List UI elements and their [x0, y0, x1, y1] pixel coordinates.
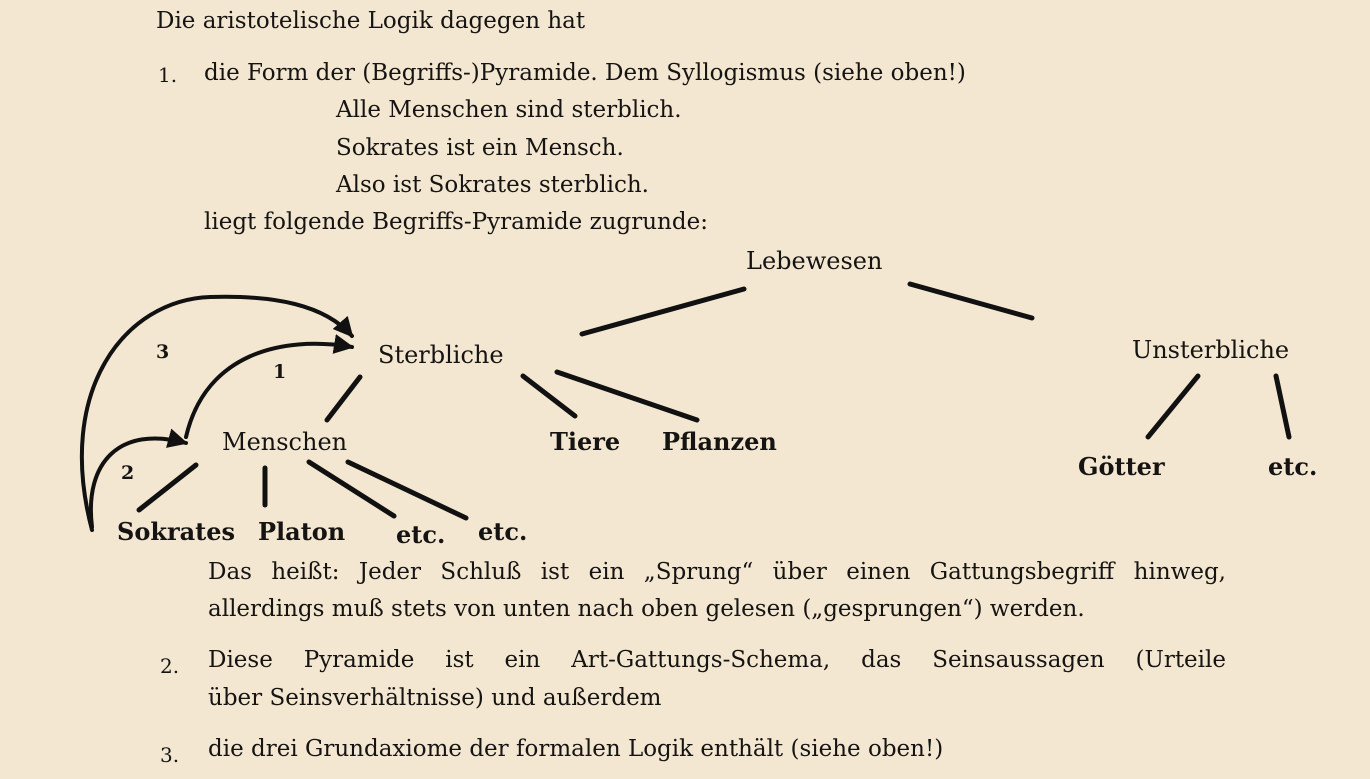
- edge-lebewesen-sterbliche: [582, 289, 744, 334]
- item-2-line-2: über Seinsverhältnisse) und außerdem: [208, 685, 662, 711]
- node-pflanzen: Pflanzen: [662, 427, 777, 456]
- node-etc-menschen-1: etc.: [396, 520, 446, 549]
- item-2-line-1: Diese Pyramide ist ein Art-Gattungs-Schema, das Seinsaussagen (Urteile: [208, 647, 1226, 673]
- node-sterbliche: Sterbliche: [378, 341, 504, 369]
- node-tiere: Tiere: [550, 427, 621, 456]
- node-lebewesen: Lebewesen: [746, 247, 883, 275]
- syllogism-line-2: Sokrates ist ein Mensch.: [336, 135, 624, 161]
- edge-lebewesen-unsterbliche: [910, 284, 1032, 318]
- edge-unsterbliche-goetter: [1148, 376, 1198, 437]
- node-unsterbliche: Unsterbliche: [1132, 336, 1290, 364]
- explanation-line-2: allerdings muß stets von unten nach oben gelesen („gesprungen“) werden.: [208, 596, 1085, 622]
- syllogism-line-1: Alle Menschen sind sterblich.: [336, 97, 682, 123]
- node-etc-unsterbliche: etc.: [1268, 452, 1318, 481]
- node-sokrates: Sokrates: [117, 517, 236, 546]
- edge-menschen-etc-2: [348, 462, 466, 518]
- edge-sterbliche-menschen: [327, 377, 360, 420]
- node-menschen: Menschen: [222, 428, 348, 456]
- item-2-number: 2.: [160, 654, 180, 678]
- edge-sterbliche-tiere: [523, 376, 575, 416]
- arrow-3: [82, 297, 352, 530]
- edge-sterbliche-pflanzen: [557, 372, 697, 420]
- node-platon: Platon: [258, 517, 346, 546]
- item-3-text: die drei Grundaxiome der formalen Logik enthält (siehe oben!): [208, 736, 944, 762]
- arrow-label-1: 1: [273, 361, 287, 383]
- arrow-label-2: 2: [121, 462, 135, 484]
- pyramid-intro: liegt folgende Begriffs-Pyramide zugrunde:: [204, 209, 708, 235]
- item-1-text: die Form der (Begriffs-)Pyramide. Dem Syllogismus (siehe oben!): [204, 60, 966, 86]
- item-1-number: 1.: [158, 63, 178, 87]
- explanation-line-1: Das heißt: Jeder Schluß ist ein „Sprung“ über einen Gattungsbegriff hinweg,: [208, 559, 1226, 585]
- arrow-label-3: 3: [156, 341, 170, 363]
- node-goetter: Götter: [1078, 452, 1165, 481]
- edge-menschen-etc-1: [309, 462, 394, 516]
- node-etc-menschen-2: etc.: [478, 517, 528, 546]
- edge-menschen-sokrates: [139, 465, 196, 510]
- item-3-number: 3.: [160, 743, 180, 767]
- syllogism-line-3: Also ist Sokrates sterblich.: [336, 172, 649, 198]
- arrow-1: [186, 344, 352, 437]
- edge-unsterbliche-etc: [1276, 376, 1289, 437]
- intro-text: Die aristotelische Logik dagegen hat: [156, 8, 586, 34]
